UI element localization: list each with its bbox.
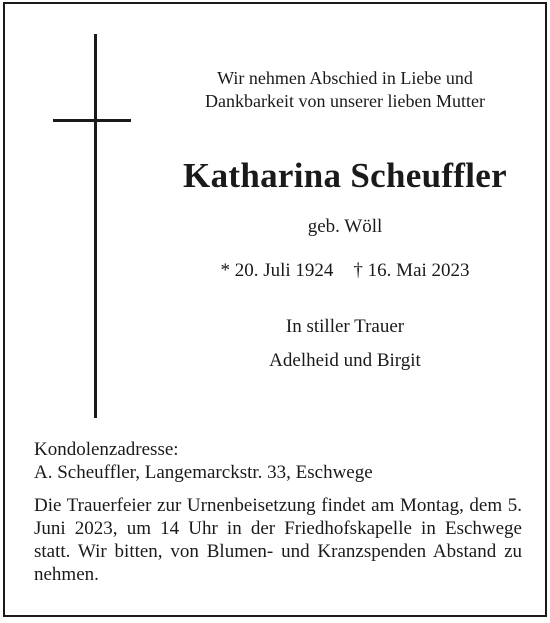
intro-line-1: Wir nehmen Abschied in Liebe und	[217, 68, 473, 88]
condolence-label: Kondolenzadresse:	[34, 439, 179, 460]
condolence-address: A. Scheuffler, Langemarckstr. 33, Eschwege	[34, 462, 373, 483]
deceased-name: Katharina Scheuffler	[183, 156, 507, 195]
obituary-notice	[3, 2, 547, 617]
service-info: Die Trauerfeier zur Urnenbeisetzung findet am Montag, dem 5. Juni 2023, um 14 Uhr in der Friedhofskapelle in Eschwege statt. Wir bitten, von Blumen- und Kranzspenden Abstand zu nehmen.	[34, 495, 522, 585]
intro-line-2: Dankbarkeit von unserer lieben Mutter	[205, 91, 485, 111]
intro-text	[145, 67, 545, 113]
cross-icon-horizontal	[53, 119, 131, 122]
mourners: Adelheid und Birgit	[269, 350, 421, 371]
cross-icon-vertical	[94, 34, 97, 418]
death-date: † 16. Mai 2023	[353, 260, 470, 281]
birth-date: * 20. Juli 1924	[220, 260, 334, 281]
mourning-phrase: In stiller Trauer	[285, 316, 405, 337]
birth-name: geb. Wöll	[307, 216, 383, 237]
life-dates	[145, 260, 545, 282]
